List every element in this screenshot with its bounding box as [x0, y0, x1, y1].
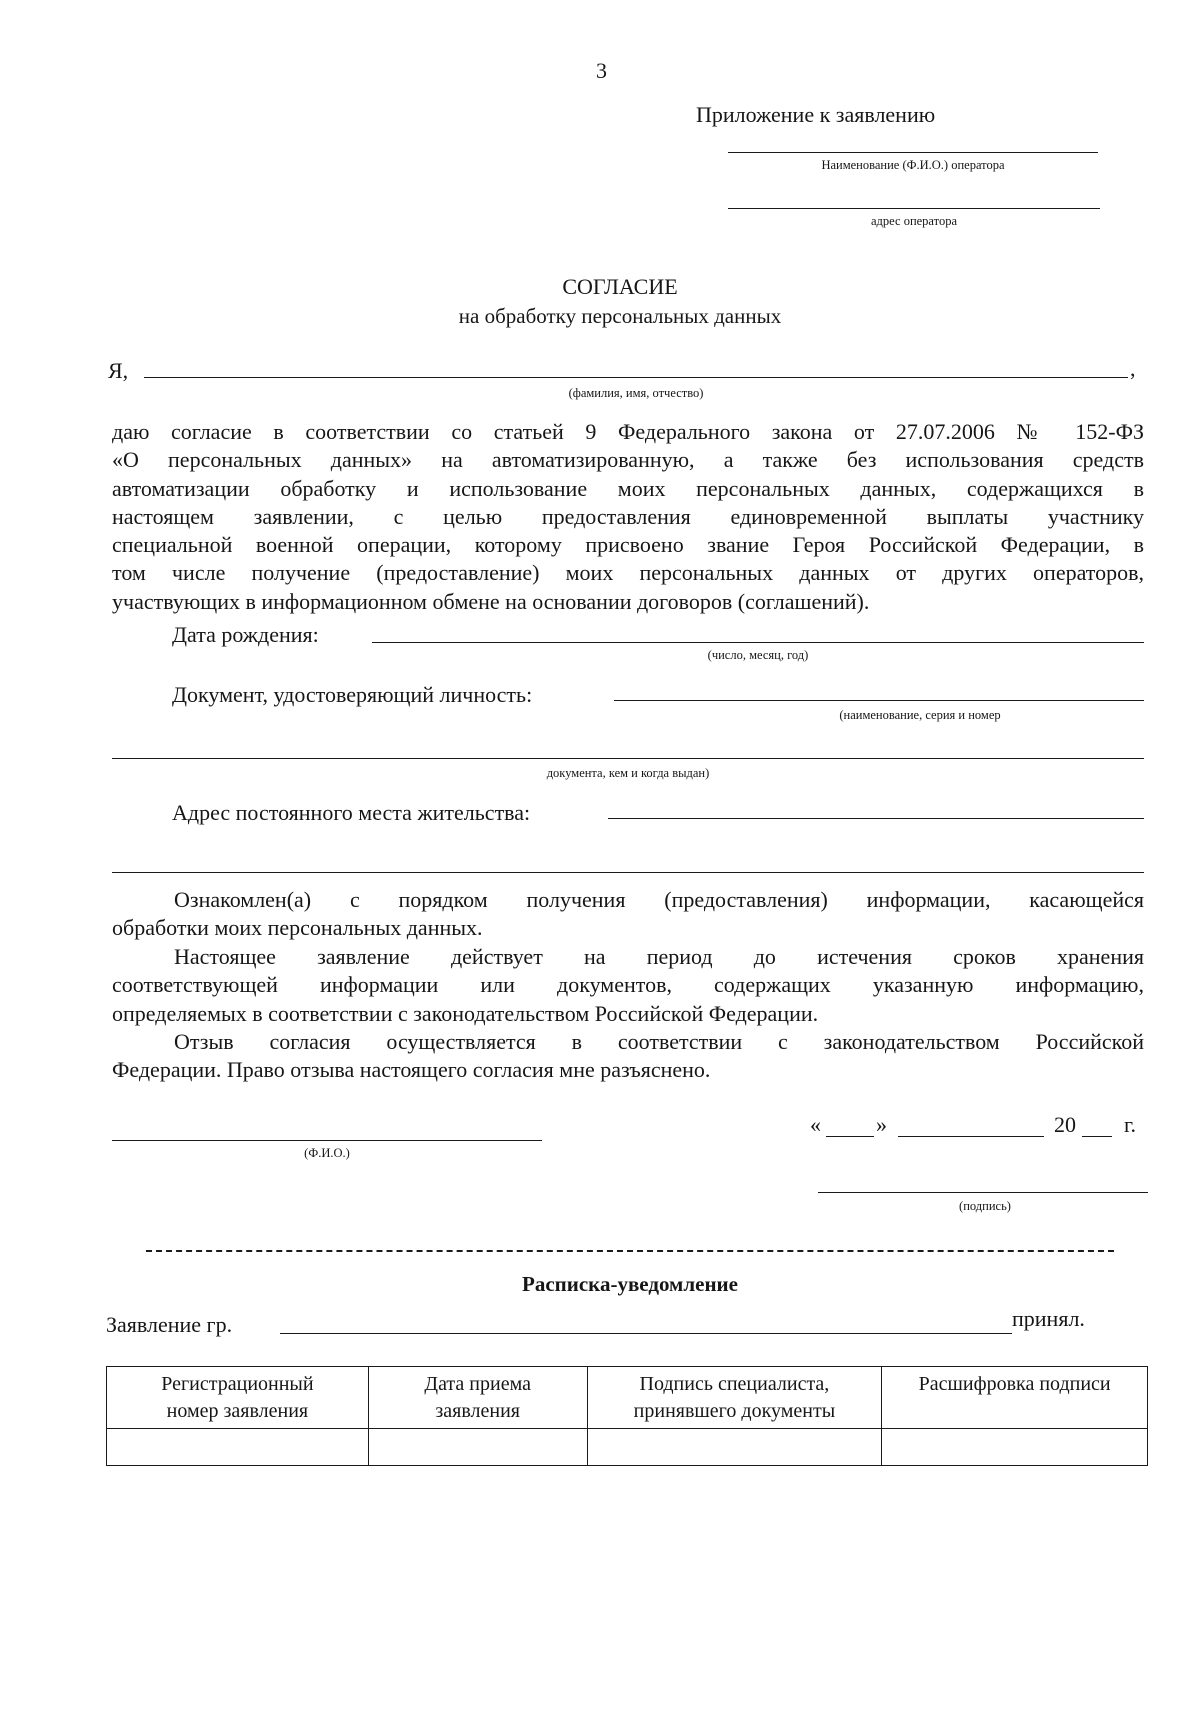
consent-line: участвующих в информационном обмене на основании договоров (соглашений). [112, 588, 870, 614]
id-document-caption-2: документа, кем и когда выдан) [546, 766, 710, 780]
header-line: принявшего документы [633, 1400, 836, 1422]
receipt-accepted: принял. [1012, 1306, 1085, 1331]
header-line: заявления [435, 1400, 520, 1422]
consent-line: автоматизации обработку и использование моих персональных данных, содержащихся в [112, 475, 1144, 501]
cell-registration-number[interactable] [107, 1429, 369, 1466]
cell-receipt-date[interactable] [368, 1429, 587, 1466]
validity-line: Настоящее заявление действует на период до истечения сроков хранения [174, 944, 1144, 969]
consent-paragraph [112, 418, 1144, 616]
validity-line: определяемых в соответствии с законодательством Российской Федерации. [112, 1000, 819, 1026]
header-line: Дата приема [424, 1373, 531, 1395]
header-line: Расшифровка подписи [918, 1373, 1111, 1395]
consent-line: «О персональных данных» на автоматизированную, а также без использования средств [112, 447, 1144, 473]
appendix-title: Приложение к заявлению [696, 102, 936, 127]
address-line[interactable] [608, 818, 1144, 819]
validity-paragraph [112, 943, 1144, 1028]
header-receipt-date [368, 1367, 587, 1429]
revocation-line: Отзыв согласия осуществляется в соответствии с законодательством Российской [174, 1029, 1144, 1054]
registration-table [106, 1366, 1148, 1466]
page-number: 3 [596, 58, 607, 83]
header-line: номер заявления [166, 1400, 309, 1422]
receipt-applicant-line[interactable] [280, 1333, 1012, 1334]
document-title: СОГЛАСИЕ [562, 274, 678, 299]
birth-date-caption: (число, месяц, год) [707, 648, 809, 662]
table-header-row [107, 1367, 1148, 1429]
signature-caption: (подпись) [959, 1199, 1011, 1213]
operator-address-caption: адрес оператора [871, 214, 957, 228]
acquainted-line: Ознакомлен(а) с порядком получения (предоставления) информации, касающейся [174, 887, 1144, 912]
cell-specialist-signature[interactable] [587, 1429, 882, 1466]
header-line: Подпись специалиста, [639, 1373, 830, 1395]
operator-address-line[interactable] [728, 208, 1100, 209]
full-name-line[interactable] [144, 377, 1128, 378]
id-document-line-2[interactable] [112, 758, 1144, 759]
date-quote-open: « [810, 1112, 821, 1137]
header-registration-number [107, 1367, 369, 1429]
revocation-paragraph [112, 1028, 1144, 1085]
full-name-caption: (фамилия, имя, отчество) [568, 386, 704, 400]
table-row [107, 1429, 1148, 1466]
date-year-line[interactable] [1082, 1136, 1112, 1137]
receipt-statement-label: Заявление гр. [106, 1312, 233, 1337]
i-label: Я, [108, 358, 129, 383]
address-label: Адрес постоянного места жительства: [172, 800, 531, 825]
header-specialist-signature [587, 1367, 882, 1429]
header-line: Регистрационный [161, 1373, 314, 1395]
id-document-label: Документ, удостоверяющий личность: [172, 682, 533, 707]
cell-signature-transcript[interactable] [882, 1429, 1148, 1466]
document-subtitle: на обработку персональных данных [458, 304, 782, 328]
header-signature-transcript [882, 1367, 1148, 1429]
date-quote-close: » [876, 1112, 887, 1137]
fio-signature-caption: (Ф.И.О.) [304, 1146, 350, 1160]
consent-line: даю согласие в соответствии со статьей 9 Федерального закона от 27.07.2006 № 152-ФЗ [112, 419, 1144, 444]
consent-line: настоящем заявлении, с целью предоставления единовременной выплаты участнику [112, 503, 1144, 529]
birth-date-line[interactable] [372, 642, 1144, 643]
revocation-line: Федерации. Право отзыва настоящего согласия мне разъяснено. [112, 1057, 711, 1083]
full-name-comma: , [1130, 356, 1136, 381]
date-month-line[interactable] [898, 1136, 1044, 1137]
date-year-suffix: г. [1124, 1112, 1137, 1137]
id-document-caption-1: (наименование, серия и номер [839, 708, 1001, 722]
operator-name-caption: Наименование (Ф.И.О.) оператора [821, 158, 1005, 172]
date-year-prefix: 20 [1054, 1112, 1076, 1137]
operator-name-line[interactable] [728, 152, 1098, 153]
acquainted-line: обработки моих персональных данных. [112, 915, 483, 941]
fio-signature-line[interactable] [112, 1140, 542, 1141]
id-document-line[interactable] [614, 700, 1144, 701]
receipt-title: Расписка-уведомление [522, 1272, 738, 1296]
validity-line: соответствующей информации или документов, содержащих указанную информацию, [112, 972, 1144, 998]
signature-line[interactable] [818, 1192, 1148, 1193]
consent-line: специальной военной операции, которому присвоено звание Героя Российской Федерации, в [112, 532, 1144, 558]
consent-line: том числе получение (предоставление) моих персональных данных от других операторов, [112, 560, 1144, 586]
date-day-line[interactable] [826, 1136, 874, 1137]
address-line-2[interactable] [112, 872, 1144, 873]
birth-date-label: Дата рождения: [172, 622, 319, 647]
cut-line-divider [146, 1250, 1114, 1252]
acquainted-paragraph [112, 886, 1144, 943]
